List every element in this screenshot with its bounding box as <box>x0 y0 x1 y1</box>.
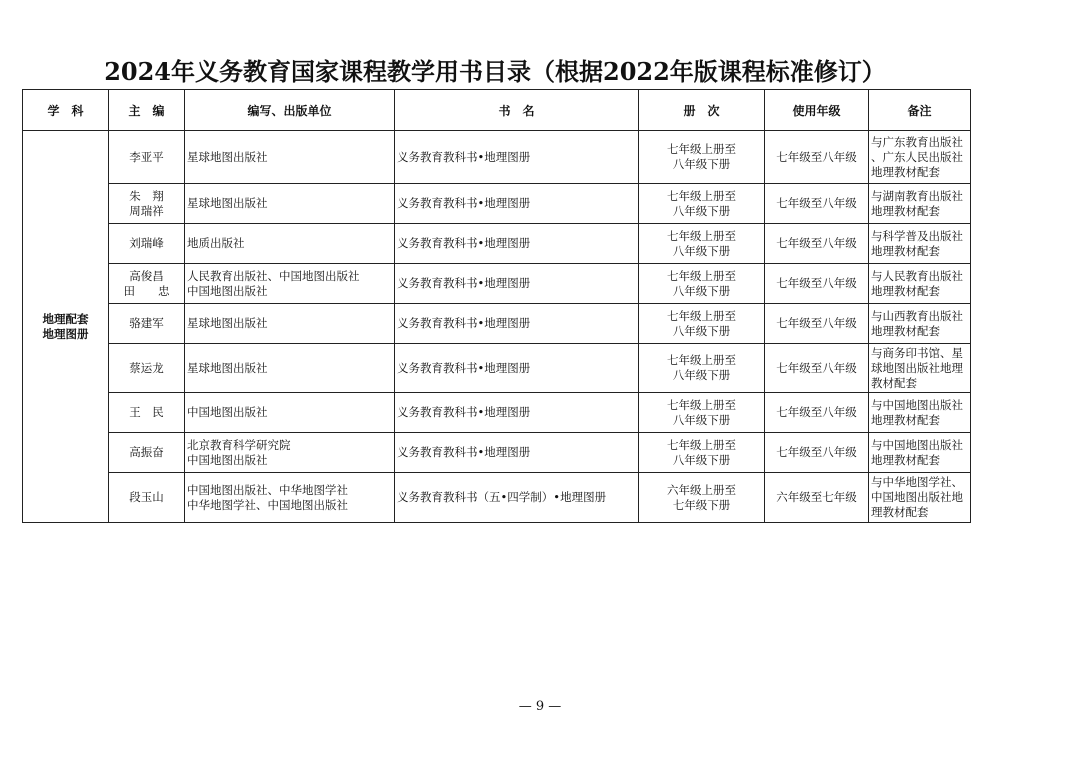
cell-line: 与广东教育出版社 <box>871 134 963 149</box>
cell-line: 星球地图出版社 <box>187 360 268 375</box>
header-row <box>23 90 971 131</box>
page-title: 2024年义务教育国家课程教学用书目录（根据2022年版课程标准修订） <box>104 57 886 86</box>
cell-line: 骆建军 <box>129 316 164 330</box>
editor-cell <box>109 393 185 433</box>
book-title-cell: 义务教育教科书•地理图册 <box>395 184 639 224</box>
volumes-cell <box>639 473 765 523</box>
publisher-cell <box>185 344 395 393</box>
publisher-cell <box>185 393 395 433</box>
cell-line: 与商务印书馆、星 <box>871 345 963 360</box>
book-title-cell: 义务教育教科书•地理图册 <box>395 304 639 344</box>
cell-line: 中国地图出版社 <box>187 452 268 467</box>
page-number: — 9 — <box>518 699 562 714</box>
note-cell <box>869 304 971 344</box>
note-cell <box>869 393 971 433</box>
note-cell <box>869 264 971 304</box>
cell-line: 北京教育科学研究院 <box>187 437 291 452</box>
table-row <box>23 304 971 344</box>
grades-cell: 七年级至八年级 <box>765 184 869 224</box>
cell-line: 八年级下册 <box>672 157 731 171</box>
cell-line: 朱 翔 <box>129 188 164 203</box>
cell-line: 、广东人民出版社 <box>871 149 963 164</box>
cell-line: 与科学普及出版社 <box>871 228 963 243</box>
cell-line: 八年级下册 <box>672 243 731 258</box>
cell-line: 与中华地图学社、 <box>871 475 963 489</box>
editor-cell <box>109 344 185 393</box>
cell-line: 八年级下册 <box>672 368 731 382</box>
header-book: 书 名 <box>395 90 639 131</box>
cell-line: 中国地图出版社地 <box>871 490 963 504</box>
book-title-cell: 义务教育教科书•地理图册 <box>395 264 639 304</box>
cell-line: 段玉山 <box>129 490 164 504</box>
book-title-cell: 义务教育教科书（五•四学制）•地理图册 <box>395 473 639 523</box>
cell-line: 八年级下册 <box>672 452 731 467</box>
cell-line: 地理图册 <box>42 326 89 341</box>
cell-line: 七年级上册至 <box>667 353 736 367</box>
header-subject: 学 科 <box>23 90 109 131</box>
header-publisher: 编写、出版单位 <box>185 90 395 131</box>
note-cell <box>869 473 971 523</box>
cell-line: 人民教育出版社、中国地图出版社 <box>187 268 360 283</box>
cell-line: 地理教材配套 <box>871 164 940 179</box>
editor-cell <box>109 224 185 264</box>
table-row <box>23 131 971 184</box>
cell-line: 七年级上册至 <box>667 142 736 156</box>
publisher-cell <box>185 224 395 264</box>
cell-line: 与山西教育出版社 <box>871 308 963 323</box>
cell-line: 星球地图出版社 <box>187 316 268 330</box>
editor-cell <box>109 433 185 473</box>
note-cell <box>869 344 971 393</box>
volumes-cell <box>639 304 765 344</box>
header-editor: 主 编 <box>109 90 185 131</box>
grades-cell: 七年级至八年级 <box>765 344 869 393</box>
grades-cell: 六年级至七年级 <box>765 473 869 523</box>
volumes-cell <box>639 264 765 304</box>
cell-line: 王 民 <box>129 405 164 419</box>
publisher-cell <box>185 184 395 224</box>
cell-line: 中华地图学社、中国地图出版社 <box>187 497 348 512</box>
cell-line: 星球地图出版社 <box>187 196 268 210</box>
table-row <box>23 393 971 433</box>
grades-cell: 七年级至八年级 <box>765 393 869 433</box>
cell-line: 七年级上册至 <box>667 268 736 283</box>
table-row <box>23 184 971 224</box>
note-cell <box>869 131 971 184</box>
cell-line: 八年级下册 <box>672 203 731 218</box>
editor-cell <box>109 473 185 523</box>
volumes-cell <box>639 131 765 184</box>
note-cell <box>869 224 971 264</box>
cell-line: 与人民教育出版社 <box>871 268 963 283</box>
cell-line: 与湖南教育出版社 <box>871 188 963 203</box>
cell-line: 地理教材配套 <box>871 452 940 467</box>
table-row <box>23 473 971 523</box>
cell-line: 七年级上册至 <box>667 188 736 203</box>
cell-line: 球地图出版社地理 <box>871 360 963 375</box>
cell-line: 地理配套 <box>42 311 89 326</box>
cell-line: 与中国地图出版社 <box>871 397 963 412</box>
cell-line: 中国地图出版社 <box>187 283 268 298</box>
cell-line: 刘瑞峰 <box>129 236 164 250</box>
grades-cell: 七年级至八年级 <box>765 304 869 344</box>
editor-cell <box>109 304 185 344</box>
book-title-cell: 义务教育教科书•地理图册 <box>395 131 639 184</box>
grades-cell: 七年级至八年级 <box>765 264 869 304</box>
book-title-cell: 义务教育教科书•地理图册 <box>395 393 639 433</box>
cell-line: 地理教材配套 <box>871 203 940 218</box>
cell-line: 地理教材配套 <box>871 283 940 298</box>
book-catalog-table <box>22 89 971 523</box>
grades-cell: 七年级至八年级 <box>765 433 869 473</box>
cell-line: 理教材配套 <box>871 505 929 519</box>
cell-line: 中国地图出版社、中华地图学社 <box>187 482 348 497</box>
cell-line: 高振奋 <box>129 445 164 459</box>
book-title-cell: 义务教育教科书•地理图册 <box>395 433 639 473</box>
cell-line: 地理教材配套 <box>871 323 940 338</box>
subject-cell <box>23 131 109 523</box>
cell-line: 李亚平 <box>129 149 164 164</box>
publisher-cell <box>185 304 395 344</box>
cell-line: 与中国地图出版社 <box>871 437 963 452</box>
publisher-cell <box>185 131 395 184</box>
header-volumes: 册 次 <box>639 90 765 131</box>
volumes-cell <box>639 224 765 264</box>
cell-line: 周瑞祥 <box>129 203 164 218</box>
grades-cell: 七年级至八年级 <box>765 131 869 184</box>
note-cell <box>869 184 971 224</box>
publisher-cell <box>185 433 395 473</box>
grades-cell: 七年级至八年级 <box>765 224 869 264</box>
volumes-cell <box>639 393 765 433</box>
volumes-cell <box>639 344 765 393</box>
cell-line: 六年级上册至 <box>667 482 736 497</box>
cell-line: 中国地图出版社 <box>187 405 268 419</box>
cell-line: 七年级上册至 <box>667 397 736 412</box>
cell-line: 田 忠 <box>123 283 170 298</box>
note-cell <box>869 433 971 473</box>
editor-cell <box>109 131 185 184</box>
cell-line: 七年级上册至 <box>667 437 736 452</box>
editor-cell <box>109 264 185 304</box>
cell-line: 星球地图出版社 <box>187 149 268 164</box>
cell-line: 高俊昌 <box>129 268 164 283</box>
book-title-cell: 义务教育教科书•地理图册 <box>395 344 639 393</box>
table-row <box>23 264 971 304</box>
cell-line: 八年级下册 <box>672 412 731 427</box>
volumes-cell <box>639 433 765 473</box>
editor-cell <box>109 184 185 224</box>
cell-line: 七年级上册至 <box>667 308 736 323</box>
table-row <box>23 224 971 264</box>
cell-line: 教材配套 <box>871 375 917 390</box>
cell-line: 七年级上册至 <box>667 228 736 243</box>
table-row <box>23 344 971 393</box>
publisher-cell <box>185 264 395 304</box>
cell-line: 八年级下册 <box>672 283 731 298</box>
book-title-cell: 义务教育教科书•地理图册 <box>395 224 639 264</box>
header-grades: 使用年级 <box>765 90 869 131</box>
cell-line: 八年级下册 <box>672 323 731 338</box>
publisher-cell <box>185 473 395 523</box>
cell-line: 地质出版社 <box>187 236 245 250</box>
table-row <box>23 433 971 473</box>
cell-line: 地理教材配套 <box>871 412 940 427</box>
cell-line: 地理教材配套 <box>871 243 940 258</box>
cell-line: 蔡运龙 <box>129 360 164 375</box>
volumes-cell <box>639 184 765 224</box>
cell-line: 七年级下册 <box>672 497 731 512</box>
header-note: 备注 <box>869 90 971 131</box>
